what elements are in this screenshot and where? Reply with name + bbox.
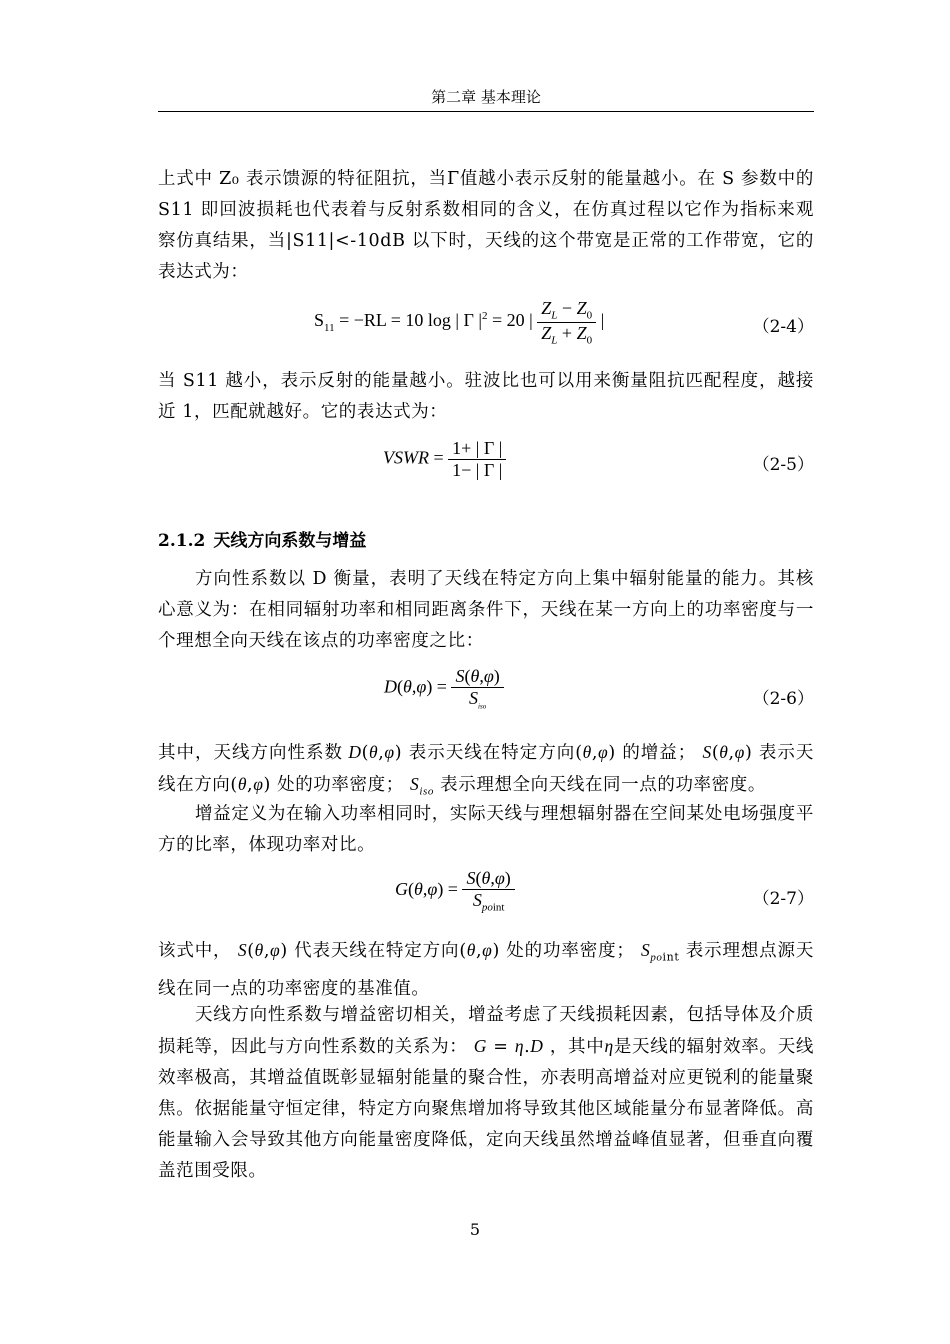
paragraph-2: 当 S11 越小，表示反射的能量越小。驻波比也可以用来衡量阻抗匹配程度，越接近 1，匹配就越好。它的表达式为： [158, 371, 814, 422]
equation-2-4: $S_{11} = -RL = 10$ log | Γ $|^2 = 20$ | $\frac{Z_L - Z_0}{Z_L + Z_0}$ | [314, 298, 605, 347]
section-heading [158, 526, 374, 551]
page-header: 第二章 基本理论 [431, 88, 541, 106]
equation-number-2-6: （2-6） [752, 689, 814, 709]
paragraph-1: 上式中 Z₀ 表示馈源的特征阻抗，当Γ值越小表示反射的能量越小。在 S 参数中的 S11 即回波损耗也代表着与反射系数相同的含义，在仿真过程以它作为指标来观察仿真结果，当|S11|<-10dB 以下时，天线的这个带宽是正常的工作带宽，它的表达式为： [158, 169, 814, 282]
page-number: 5 [469, 1220, 481, 1239]
equation-2-6: D(θ,φ) = $\frac{S(\theta,\varphi)}{S_{iso}}$ [384, 666, 504, 711]
equation-number-2-4: （2-4） [752, 317, 814, 337]
equation-2-7: G(θ,φ) = $\frac{S(\theta,\varphi)}{S_{point}}$ [395, 868, 515, 914]
equation-2-5: VSWR = $\frac{1+ | \Gamma |}{1- | \Gamma |}$ [383, 438, 506, 481]
section-number: 2.1.2 [158, 531, 206, 551]
paragraph-6: 该式中， S(θ,φ) 代表天线在特定方向(θ,φ) 处的功率密度； $S_{point}$ 表示理想点源天线在同一点的功率密度的基准值。 [158, 940, 814, 999]
paragraph-7: 天线方向性系数与增益密切相关，增益考虑了天线损耗因素，包括导体及介质损耗等，因此与方向性系数的关系为： G = η.D ，其中η是天线的辐射效率。天线效率极高，其增益值既彰显辐射能量的聚合性，亦表明高增益对应更锐利的能量聚焦。依据能量守恒定律，特定方向聚焦增加将导致其他区域能量分布显著降低。高能量输入会导致其他方向能量密度降低，定向天线虽然增益峰值显著，但垂直向覆盖范围受限。 [158, 1005, 815, 1181]
header-rule [158, 111, 814, 112]
section-title: 天线方向系数与增益 [213, 531, 367, 551]
paragraph-3: 方向性系数以 D 衡量，表明了天线在特定方向上集中辐射能量的能力。其核心意义为：在相同辐射功率和相同距离条件下，天线在某一方向上的功率密度与一个理想全向天线在该点的功率密度之比： [158, 569, 814, 651]
paragraph-4: 其中，天线方向性系数 D(θ,φ) 表示天线在特定方向(θ,φ) 的增益； S(θ,φ) 表示天线在方向(θ,φ) 处的功率密度； $S_{iso}$ 表示理想全向天线在同一点的功率密度。 [158, 742, 815, 798]
paragraph-5: 增益定义为在输入功率相同时，实际天线与理想辐射器在空间某处电场强度平方的比率，体现功率对比。 [158, 804, 814, 855]
equation-number-2-7: （2-7） [752, 889, 814, 909]
equation-number-2-5: （2-5） [752, 455, 814, 475]
